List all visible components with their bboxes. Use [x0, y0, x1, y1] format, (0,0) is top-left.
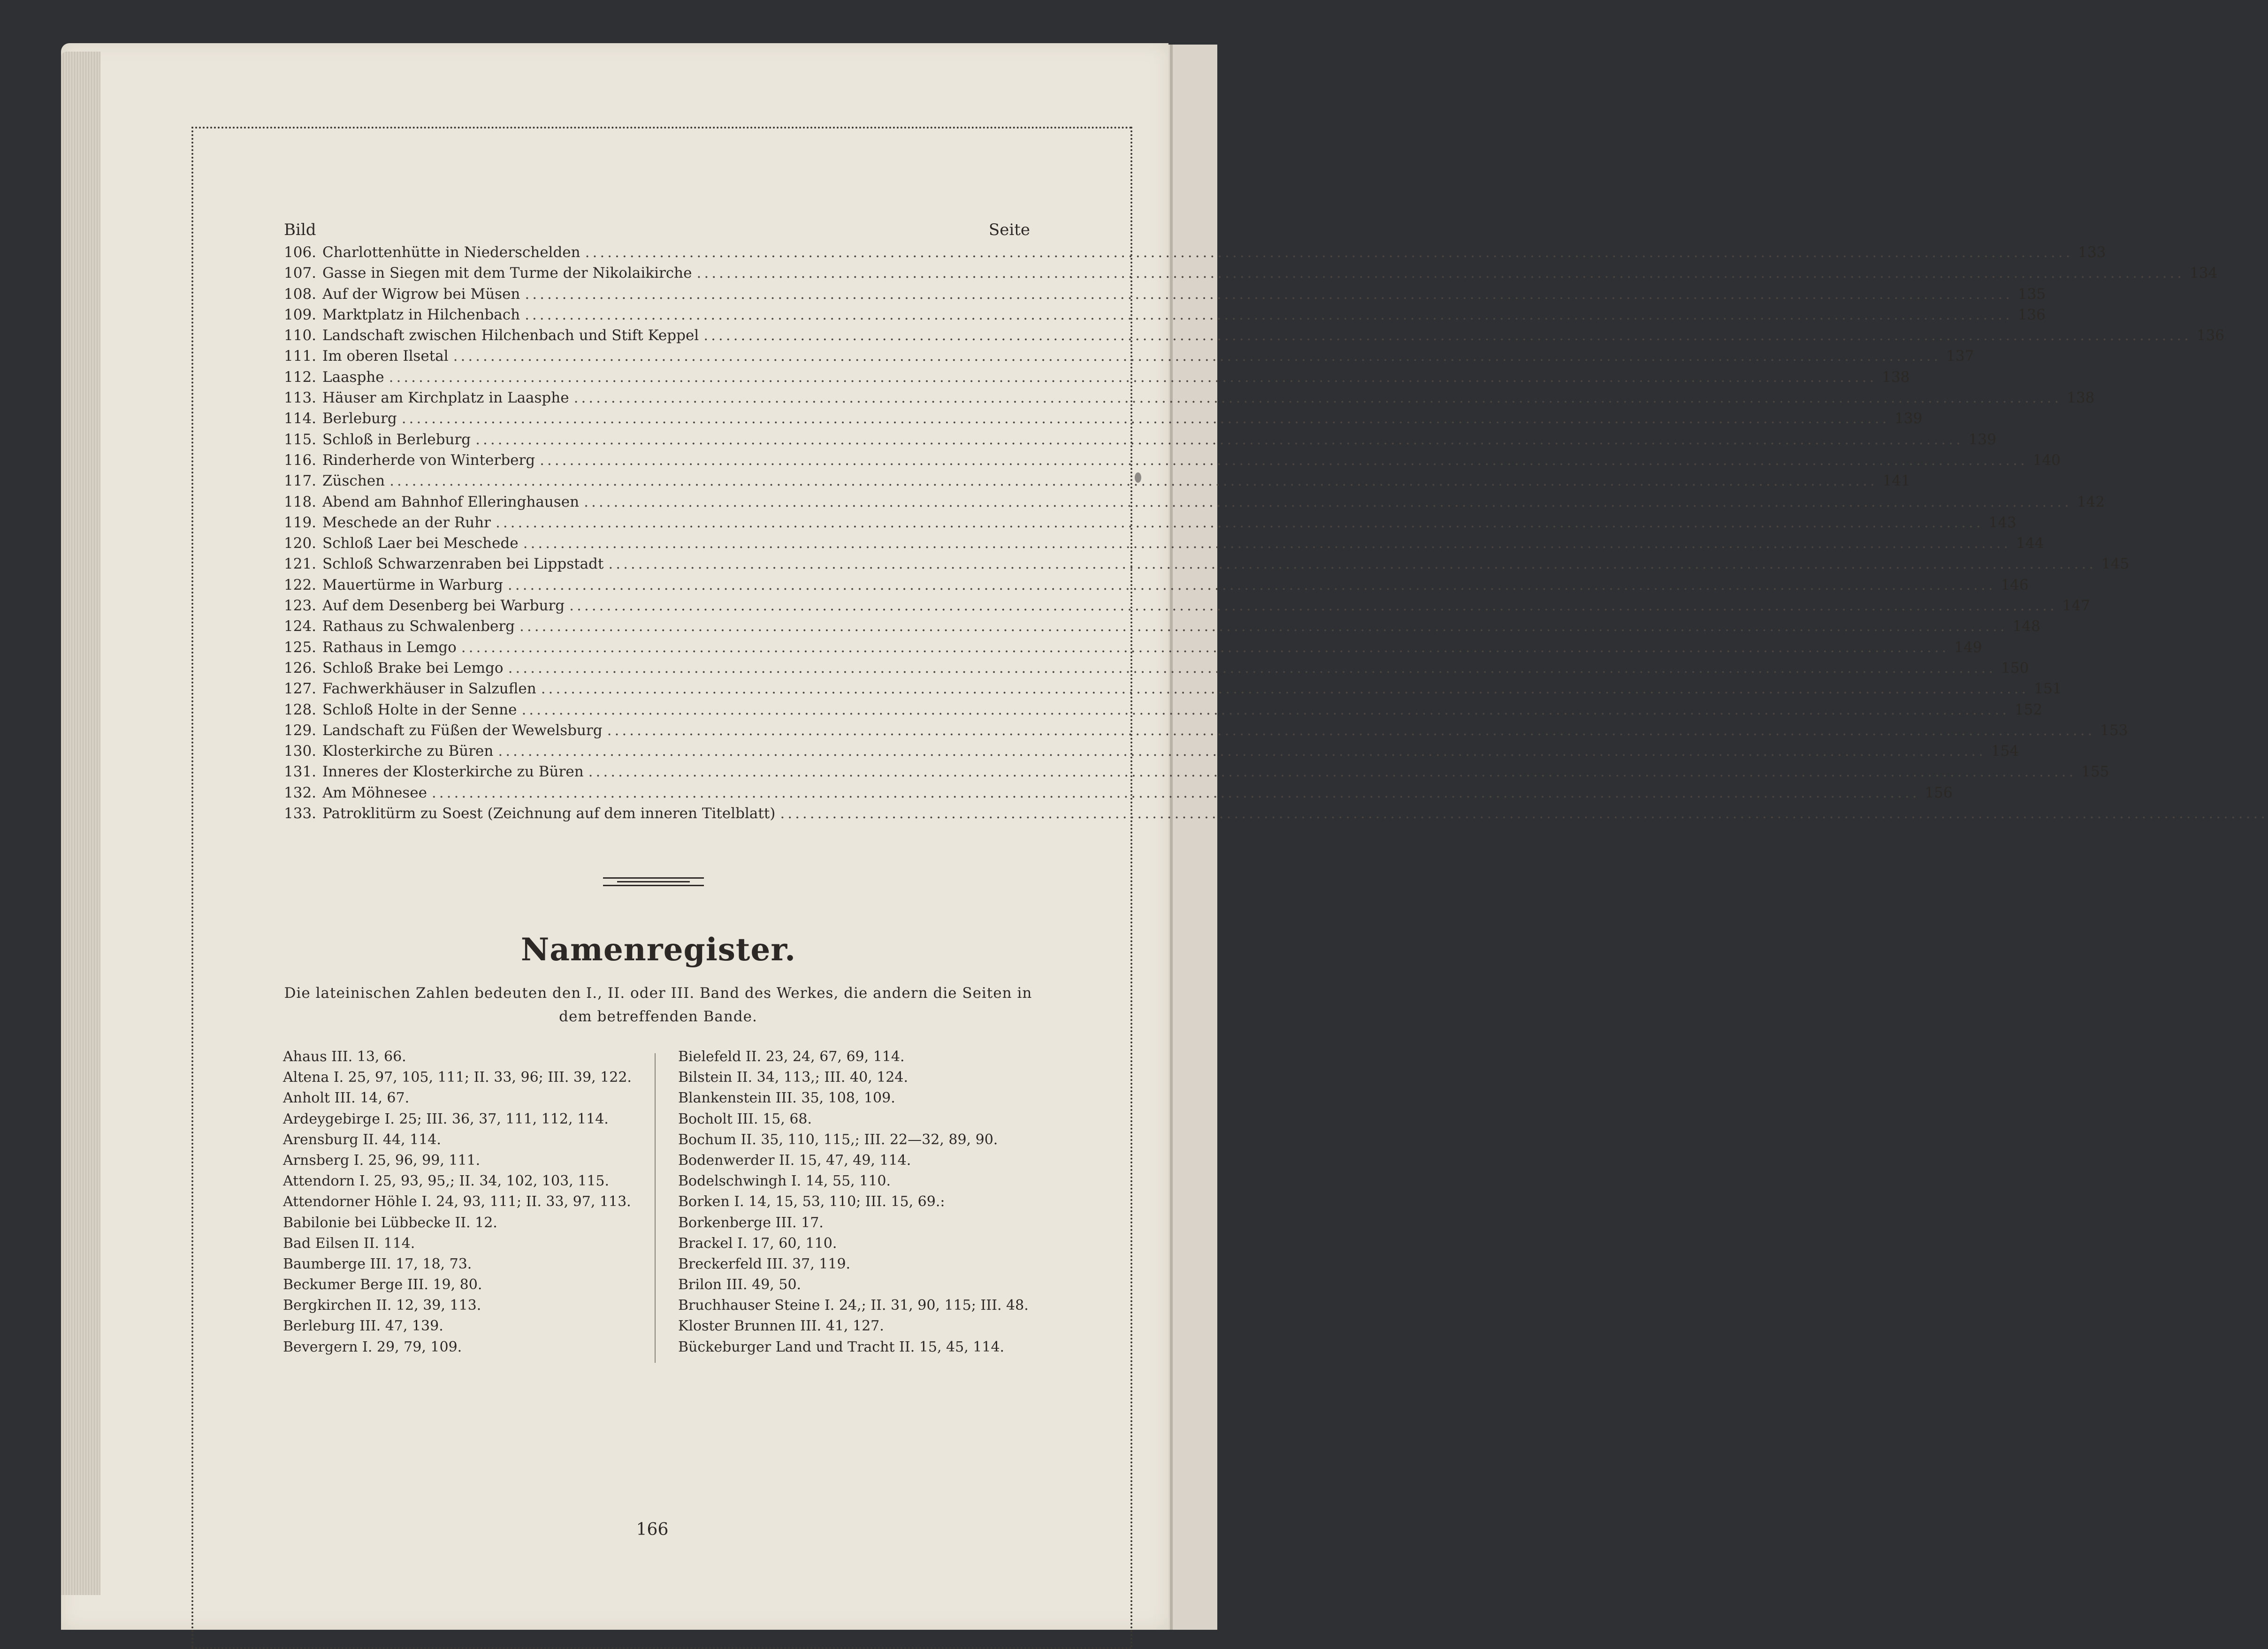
register-entry: Attendorner Höhle I. 24, 93, 111; II. 33, 97, 113. — [283, 1193, 631, 1210]
register-entry: Arensburg II. 44, 114. — [283, 1131, 441, 1148]
toc-row — [284, 597, 2090, 618]
toc-entry-page: 139 — [1894, 410, 1923, 427]
toc-entry-title: Mauertürme in Warburg — [322, 576, 503, 593]
toc-entry-number: 125. — [284, 638, 317, 656]
toc-row — [284, 555, 2130, 576]
toc-leader-dots: ........................................................................................................................................................................................................ — [523, 535, 2011, 552]
register-entry: Bochum II. 35, 110, 115,; III. 22—32, 89, 90. — [678, 1131, 998, 1148]
section-ornament — [603, 877, 704, 889]
toc-entry-title: Landschaft zwischen Hilchenbach und Stift Keppel — [322, 327, 699, 344]
toc-entry-page: 155 — [2081, 763, 2109, 781]
toc-entry-number: 123. — [284, 597, 317, 615]
toc-row — [284, 701, 2043, 722]
register-entry: Breckerfeld III. 37, 119. — [678, 1255, 851, 1272]
toc-row — [284, 618, 2040, 638]
toc-entry-title: Charlottenhütte in Niederschelden — [322, 244, 580, 261]
toc-leader-dots: ........................................................................................................................................................................................................ — [431, 784, 1920, 801]
toc-entry-page: 149 — [1954, 638, 1982, 656]
toc-entry-title: Marktplatz in Hilchenbach — [322, 306, 520, 323]
toc-entry-number: 118. — [284, 493, 317, 510]
toc-entry-title: Klosterkirche zu Büren — [322, 743, 494, 760]
toc-leader-dots: ........................................................................................................................................................................................................ — [507, 576, 1996, 593]
toc-row — [284, 306, 2046, 327]
register-entry: Bruchhauser Steine I. 24,; II. 31, 90, 115; III. 48. — [678, 1297, 1029, 1314]
toc-entry-number: 110. — [284, 327, 317, 344]
toc-entry-number: 130. — [284, 743, 317, 760]
register-column-right — [678, 1049, 1044, 1360]
register-entry: Babilonie bei Lübbecke II. 12. — [283, 1214, 497, 1231]
toc-entry-number: 109. — [284, 306, 317, 323]
toc-entry-title: Inneres der Klosterkirche zu Büren — [322, 763, 584, 781]
toc-entry-page: 136 — [2196, 327, 2225, 344]
toc-entry-title: Schloß Brake bei Lemgo — [322, 659, 504, 676]
toc-leader-dots: ........................................................................................................................................................................................................ — [608, 555, 2097, 573]
toc-entry-title: Züschen — [322, 472, 385, 490]
facing-page-gutter — [1170, 45, 1173, 1630]
toc-row — [284, 514, 2016, 535]
register-entry: Kloster Brunnen III. 41, 127. — [678, 1318, 884, 1335]
toc-entry-number: 116. — [284, 451, 317, 469]
toc-entry-number: 108. — [284, 285, 317, 303]
register-entry: Ardeygebirge I. 25; III. 36, 37, 111, 112, 114. — [283, 1110, 609, 1127]
toc-entry-number: 121. — [284, 555, 317, 573]
toc-entry-number: 117. — [284, 472, 317, 490]
toc-entry-page: 135 — [2018, 285, 2046, 303]
toc-entry-title: Abend am Bahnhof Elleringhausen — [322, 493, 580, 510]
register-entry: Beckumer Berge III. 19, 80. — [283, 1277, 482, 1293]
register-entry: Attendorn I. 25, 93, 95,; II. 34, 102, 103, 115. — [283, 1173, 610, 1190]
toc-entry-page: 151 — [2034, 680, 2062, 698]
toc-row — [284, 410, 1923, 431]
toc-entry-number: 107. — [284, 265, 317, 282]
toc-row — [284, 576, 2029, 597]
toc-entry-title: Am Möhnesee — [322, 784, 427, 801]
toc-row — [284, 805, 2268, 826]
register-entry: Blankenstein III. 35, 108, 109. — [678, 1090, 895, 1107]
toc-entry-number: 124. — [284, 618, 317, 635]
toc-row — [284, 535, 2044, 555]
toc-entry-page: 142 — [2077, 493, 2105, 510]
register-entry: Bückeburger Land und Tracht II. 15, 45, 114. — [678, 1338, 1005, 1355]
toc-entry-title: Landschaft zu Füßen der Wewelsburg — [322, 722, 603, 739]
toc-leader-dots: ........................................................................................................................................................................................................ — [525, 285, 2013, 303]
register-entry: Bocholt III. 15, 68. — [678, 1110, 812, 1127]
toc-entry-number: 131. — [284, 763, 317, 781]
register-entry: Brackel I. 17, 60, 110. — [678, 1235, 837, 1252]
toc-entry-page: 141 — [1882, 472, 1910, 490]
register-entry: Bevergern I. 29, 79, 109. — [283, 1338, 462, 1355]
toc-row — [284, 638, 1982, 660]
toc-entry-number: 115. — [284, 431, 317, 448]
toc-entry-page: 156 — [1924, 784, 1953, 801]
toc-entry-page: 137 — [1946, 348, 1974, 365]
toc-entry-number: 113. — [284, 389, 317, 407]
toc-entry-page: 139 — [1968, 431, 1996, 448]
toc-entry-number: 119. — [284, 514, 317, 531]
toc-row — [284, 368, 1910, 389]
toc-entry-title: Schloß in Berleburg — [322, 431, 471, 448]
toc-column-bild: Bild — [284, 220, 316, 239]
toc-entry-title: Auf der Wigrow bei Müsen — [322, 285, 520, 303]
toc-row — [284, 784, 1953, 805]
toc-leader-dots: ........................................................................................................................................................................................................ — [780, 805, 2268, 822]
toc-entry-number: 122. — [284, 576, 317, 593]
register-entry: Bilstein II. 34, 113,; III. 40, 124. — [678, 1069, 909, 1086]
toc-row — [284, 763, 2109, 784]
toc-entry-page: 147 — [2062, 597, 2090, 615]
register-column-left — [283, 1049, 644, 1360]
toc-entry-number: 126. — [284, 659, 317, 676]
register-entry: Bodelschwingh I. 14, 55, 110. — [678, 1173, 891, 1190]
facing-page-edge — [1168, 45, 1217, 1630]
toc-entry-page: 153 — [2100, 722, 2128, 739]
toc-leader-dots: ........................................................................................................................................................................................................ — [461, 638, 1949, 656]
toc-entry-page: 133 — [2078, 244, 2106, 261]
toc-entry-page: 134 — [2190, 265, 2218, 282]
toc-row — [284, 348, 1974, 368]
column-divider — [655, 1053, 656, 1363]
toc-entry-number: 120. — [284, 535, 317, 552]
toc-entry-title: Schloß Schwarzenraben bei Lippstadt — [322, 555, 604, 573]
toc-entry-page: 150 — [2001, 659, 2029, 676]
toc-entry-title: Fachwerkhäuser in Salzuflen — [322, 680, 536, 698]
register-entry: Altena I. 25, 97, 105, 111; II. 33, 96; III. 39, 122. — [283, 1069, 632, 1086]
toc-entry-page: 138 — [1882, 368, 1910, 386]
toc-leader-dots: ........................................................................................................................................................................................................ — [588, 763, 2077, 781]
toc-column-seite: Seite — [988, 220, 1030, 239]
toc-row — [284, 451, 2061, 472]
page-stack-edges — [61, 52, 100, 1595]
register-entry: Borkenberge III. 17. — [678, 1214, 824, 1231]
toc-entry-number: 128. — [284, 701, 317, 718]
toc-entry-number: 111. — [284, 348, 317, 365]
toc-entry-title: Auf dem Desenberg bei Warburg — [322, 597, 565, 615]
toc-entry-page: 152 — [2015, 701, 2043, 718]
toc-entry-page: 143 — [1988, 514, 2016, 531]
toc-entry-page: 140 — [2032, 451, 2061, 469]
toc-leader-dots: ........................................................................................................................................................................................................ — [389, 472, 1878, 490]
toc-entry-title: Rathaus in Lemgo — [322, 638, 457, 656]
toc-leader-dots: ........................................................................................................................................................................................................ — [573, 389, 2062, 407]
toc-row — [284, 493, 2105, 514]
toc-entry-page: 138 — [2067, 389, 2095, 407]
toc-entry-title: Laasphe — [322, 368, 384, 386]
register-entry: Brilon III. 49, 50. — [678, 1277, 802, 1293]
toc-leader-dots: ........................................................................................................................................................................................................ — [495, 514, 1984, 531]
toc-entry-title: Meschede an der Ruhr — [322, 514, 491, 531]
toc-leader-dots: ........................................................................................................................................................................................................ — [389, 368, 1877, 386]
toc-leader-dots: ........................................................................................................................................................................................................ — [475, 431, 1963, 448]
register-entry: Arnsberg I. 25, 96, 99, 111. — [283, 1152, 481, 1169]
toc-entry-number: 129. — [284, 722, 317, 739]
toc-leader-dots: ........................................................................................................................................................................................................ — [569, 597, 2057, 615]
toc-entry-title: Rinderherde von Winterberg — [322, 451, 535, 469]
toc-entry-page: 144 — [2016, 535, 2044, 552]
register-entry: Ahaus III. 13, 66. — [283, 1049, 406, 1065]
toc-entry-title: Patroklitürm zu Soest (Zeichnung auf dem inneren Titelblatt) — [322, 805, 776, 822]
toc-leader-dots: ........................................................................................................................................................................................................ — [498, 743, 1986, 760]
toc-entry-number: 112. — [284, 368, 317, 386]
toc-entry-title: Rathaus zu Schwalenberg — [322, 618, 515, 635]
register-entry: Baumberge III. 17, 18, 73. — [283, 1255, 472, 1272]
toc-leader-dots: ........................................................................................................................................................................................................ — [519, 618, 2008, 635]
page-number: 166 — [636, 1520, 669, 1539]
toc-row — [284, 285, 2046, 306]
toc-leader-dots: ........................................................................................................................................................................................................ — [696, 265, 2185, 282]
register-entry: Bodenwerder II. 15, 47, 49, 114. — [678, 1152, 911, 1169]
toc-entry-title: Schloß Holte in der Senne — [322, 701, 517, 718]
register-entry: Anholt III. 14, 67. — [283, 1090, 410, 1107]
toc-row — [284, 722, 2128, 743]
toc-entry-number: 133. — [284, 805, 317, 822]
toc-entry-title: Im oberen Ilsetal — [322, 348, 449, 365]
toc-entry-title: Schloß Laer bei Meschede — [322, 535, 519, 552]
toc-entry-number: 127. — [284, 680, 317, 698]
toc-entry-page: 136 — [2017, 306, 2046, 323]
toc-leader-dots: ........................................................................................................................................................................................................ — [585, 244, 2073, 261]
register-entry: Borken I. 14, 15, 53, 110; III. 15, 69.: — [678, 1193, 945, 1210]
toc-leader-dots: ........................................................................................................................................................................................................ — [453, 348, 1941, 365]
toc-leader-dots: ........................................................................................................................................................................................................ — [541, 680, 2029, 698]
toc-entry-title: Gasse in Siegen mit dem Turme der Nikolaikirche — [322, 265, 692, 282]
toc-entry-number: 106. — [284, 244, 317, 261]
register-entry: Bielefeld II. 23, 24, 67, 69, 114. — [678, 1049, 905, 1065]
toc-row — [284, 389, 2095, 410]
register-entry: Bad Eilsen II. 114. — [283, 1235, 415, 1252]
register-entry: Bergkirchen II. 12, 39, 113. — [283, 1297, 481, 1314]
toc-leader-dots: ........................................................................................................................................................................................................ — [703, 327, 2192, 344]
toc-leader-dots: ........................................................................................................................................................................................................ — [607, 722, 2095, 739]
toc-entry-title: Berleburg — [322, 410, 397, 427]
toc-entry-title: Häuser am Kirchplatz in Laasphe — [322, 389, 569, 407]
toc-row — [284, 659, 2029, 680]
register-note: Die lateinischen Zahlen bedeuten den I., II. oder III. Band des Werkes, die andern die Seiten in dem betreffenden Bande. — [284, 985, 1032, 1025]
toc-leader-dots: ........................................................................................................................................................................................................ — [584, 493, 2072, 510]
toc-row — [284, 743, 2019, 763]
toc-list — [284, 244, 2268, 826]
toc-leader-dots: ........................................................................................................................................................................................................ — [525, 306, 2013, 323]
toc-header — [284, 220, 1030, 239]
toc-row — [284, 327, 2225, 348]
toc-leader-dots: ........................................................................................................................................................................................................ — [540, 451, 2028, 469]
register-entry: Berleburg III. 47, 139. — [283, 1318, 443, 1335]
toc-entry-number: 132. — [284, 784, 317, 801]
toc-leader-dots: ........................................................................................................................................................................................................ — [508, 659, 1996, 676]
toc-row — [284, 472, 1910, 493]
toc-row — [284, 431, 1996, 452]
toc-row — [284, 680, 2062, 701]
toc-leader-dots: ........................................................................................................................................................................................................ — [521, 701, 2010, 718]
toc-entry-page: 148 — [2012, 618, 2040, 635]
toc-entry-number: 114. — [284, 410, 317, 427]
toc-leader-dots: ........................................................................................................................................................................................................ — [401, 410, 1890, 427]
register-title: Namenregister. — [520, 931, 796, 968]
toc-entry-page: 154 — [1991, 743, 2019, 760]
toc-entry-page: 145 — [2101, 555, 2130, 573]
toc-entry-page: 146 — [2001, 576, 2029, 593]
toc-row — [284, 265, 2218, 285]
toc-row — [284, 244, 2106, 265]
